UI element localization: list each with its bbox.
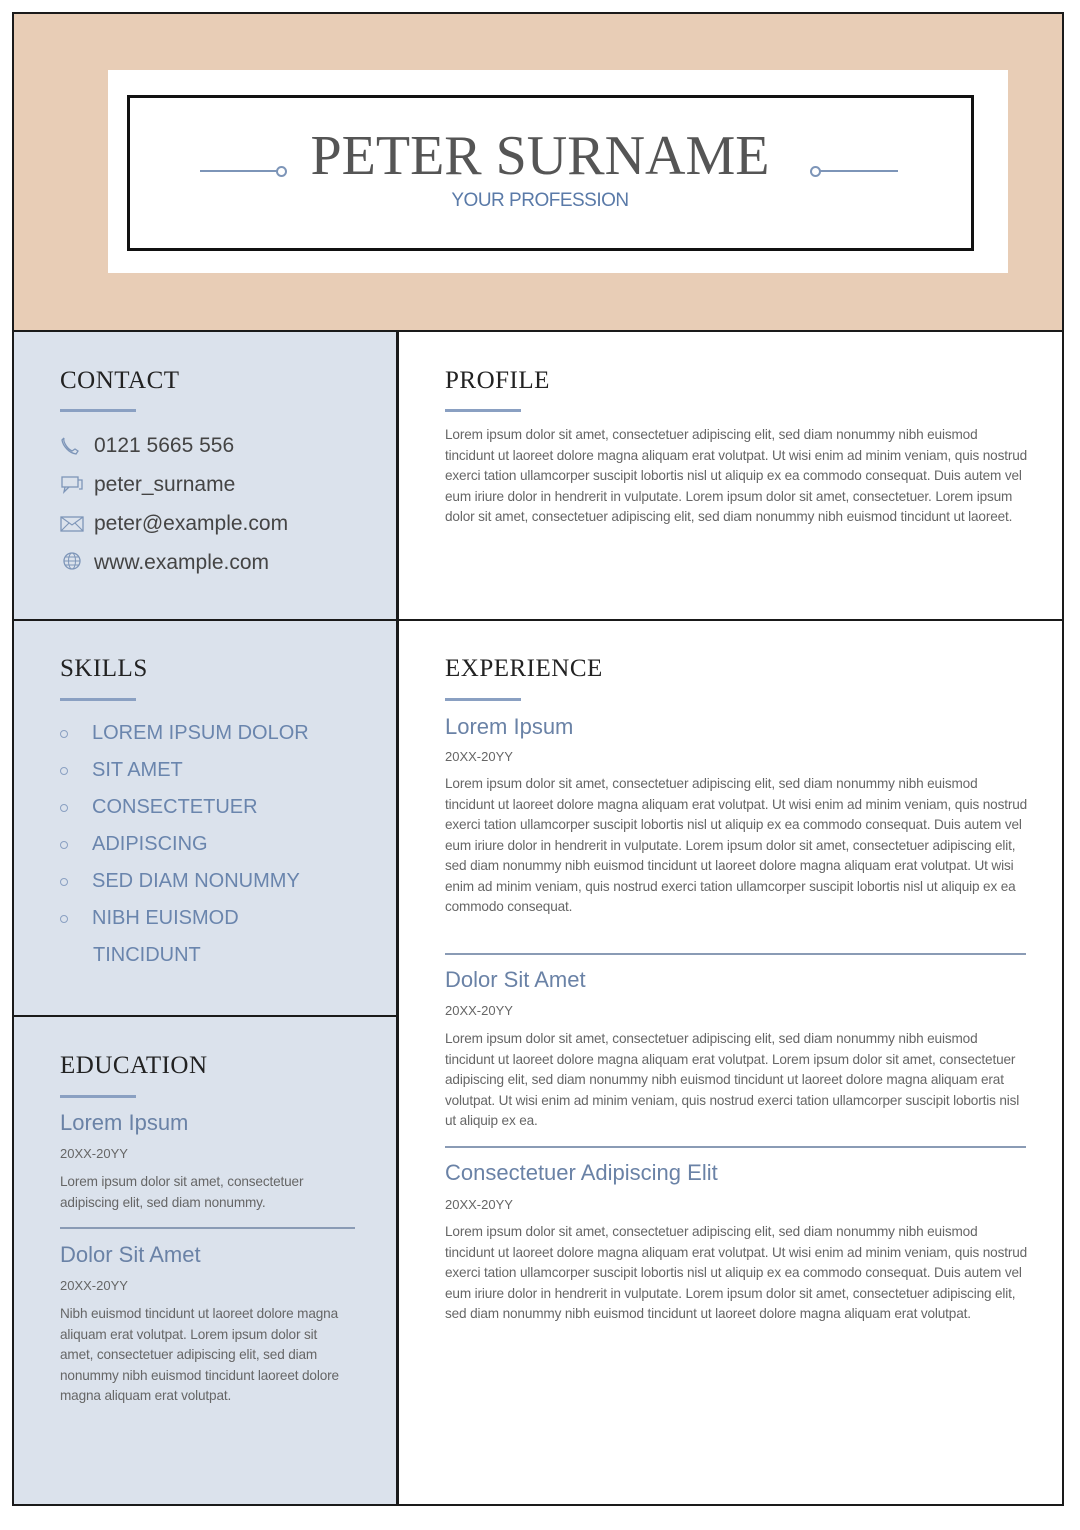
experience-heading: EXPERIENCE <box>445 655 603 682</box>
skill-item: CONSECTETUER <box>60 796 258 819</box>
full-name: PETER SURNAME <box>310 125 770 187</box>
profession: YOUR PROFESSION <box>451 190 629 211</box>
job-dates: 20XX-20YY <box>445 1003 513 1018</box>
job-description: Lorem ipsum dolor sit amet, consectetuer adipiscing elit, sed diam nonummy nibh euismod tincidunt ut laoreet dolore magna aliquam erat volutpat. Ut wisi enim ad minim veniam, quis nostrud exerci tation ullamcorper suscipit lobortis nisl ut aliquip ex ea commodo consequat. Duis autem vel eum iriure dolor in hendrerit in vulputate. Lorem ipsum dolor sit amet, consectetuer adipiscing elit, sed diam nonummy nibh euismod tincidunt ut laoreet dolore magna aliquam erat volutpat. Ut wisi enim ad minim veniam, quis nostrud exerci tation ullamcorper suscipit lobortis nisl ut aliquip ex ea commodo consequat. <box>445 776 1028 914</box>
education-heading: EDUCATION <box>60 1052 208 1079</box>
skill-item: TINCIDUNT <box>93 944 201 966</box>
job-title: Dolor Sit Amet <box>445 967 586 992</box>
education-dates: 20XX-20YY <box>60 1278 128 1293</box>
education-description: Lorem ipsum dolor sit amet, consectetuer adipiscing elit, sed diam nonummy. <box>60 1174 304 1210</box>
job-dates: 20XX-20YY <box>445 1197 513 1212</box>
contact-heading: CONTACT <box>60 367 180 394</box>
skill-item: SIT AMET <box>60 759 183 782</box>
skill-item: LOREM IPSUM DOLOR <box>60 722 309 745</box>
job-title: Lorem Ipsum <box>445 714 574 739</box>
email-text: peter@example.com <box>94 512 289 535</box>
skills-heading: SKILLS <box>60 655 148 682</box>
education-title: Lorem Ipsum <box>60 1110 189 1135</box>
job-description: Lorem ipsum dolor sit amet, consectetuer adipiscing elit, sed diam nonummy nibh euismod tincidunt ut laoreet dolore magna aliquam erat volutpat. Ut wisi enim ad minim veniam, quis nostrud exerci tation ullamcorper suscipit lobortis nisl ut aliquip ex ea commodo consequat. Duis autem vel eum iriure dolor in hendrerit in vulputate. Lorem ipsum dolor sit amet, consectetuer adipiscing elit, sed diam nonummy nibh euismod tincidunt ut laoreet dolore magna aliquam erat volutpat. <box>445 1224 1028 1321</box>
job-dates: 20XX-20YY <box>445 749 513 764</box>
education-dates: 20XX-20YY <box>60 1146 128 1161</box>
education-description: Nibh euismod tincidunt ut laoreet dolore magna aliquam erat volutpat. Lorem ipsum dolor sit amet, consectetuer adipiscing elit, sed diam nonummy nibh euismod tincidunt laoreet dolore magna aliquam erat volutpat. <box>60 1306 339 1403</box>
page-border <box>12 12 1064 1506</box>
phone-text: 0121 5665 556 <box>94 434 235 457</box>
job-title: Consectetuer Adipiscing Elit <box>445 1160 718 1185</box>
profile-text: Lorem ipsum dolor sit amet, consectetuer adipiscing elit, sed diam nonummy nibh euismod tincidunt ut laoreet dolore magna aliquam erat volutpat. Ut wisi enim ad minim veniam, quis nostrud exerci tation ullamcorper suscipit lobortis nisl ut aliquip ex ea commodo consequat. Duis autem vel eum iriure dolor in hendrerit in vulputate. Lorem ipsum dolor sit amet, consectetuer. Lorem ipsum dolor sit amet, consectetuer adipiscing elit, sed diam nonummy nibh euismod tincidunt ut laoreet. <box>445 427 1028 524</box>
website-text: www.example.com <box>94 551 270 574</box>
skill-item: NIBH EUISMOD <box>60 907 239 930</box>
education-title: Dolor Sit Amet <box>60 1242 201 1267</box>
profile-heading: PROFILE <box>445 367 550 394</box>
skill-item: SED DIAM NONUMMY <box>60 870 300 893</box>
job-description: Lorem ipsum dolor sit amet, consectetuer adipiscing elit, sed diam nonummy nibh euismod tincidunt ut laoreet dolore magna aliquam erat volutpat. Lorem ipsum dolor sit amet, consectetuer adipiscing elit, sed diam nonummy nibh euismod tincidunt ut laoreet dolore magna aliquam erat volutpat. Ut wisi enim ad minim veniam, quis nostrud exerci tation ullamcorper suscipit lobortis nisl ut aliquip ex ea. <box>445 1031 1020 1128</box>
username-text: peter_surname <box>94 473 236 496</box>
skill-item: ADIPISCING <box>60 833 208 856</box>
